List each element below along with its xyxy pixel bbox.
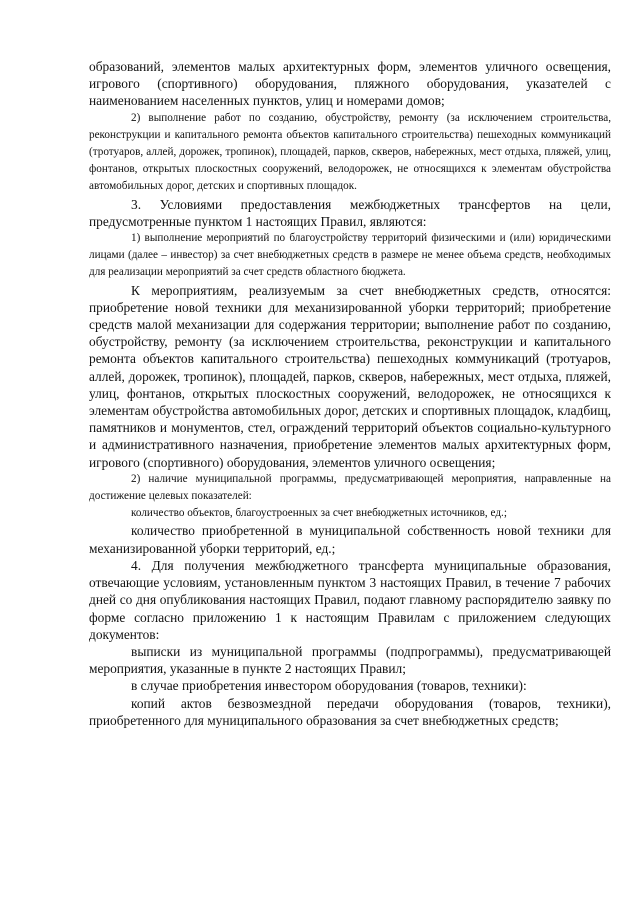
paragraph-section-3: 3. Условиями предоставления межбюджетных трансфертов на цели, предусмотренные пунктом 1 настоящих Правил, являются: (89, 196, 611, 229)
paragraph-indicator-1: количество объектов, благоустроенных за счет внебюджетных источников, ед.; (131, 507, 507, 520)
paragraph-section-4: 4. Для получения межбюджетного трансферта муниципальные образования, отвечающие условиям, установленным пунктом 3 настоящих Правил, в течение 7 рабочих дней со дня опубликования настоящих Правил, подают главному распорядителю заявку по форме согласно приложению 1 к настоящим Правилам с приложением следующих документов: (89, 557, 611, 642)
paragraph-doc-extract: выписки из муниципальной программы (подпрограммы), предусматривающей мероприятия, указанные в пункте 2 настоящих Правил; (89, 643, 611, 677)
paragraph-condition-2: 2) наличие муниципальной программы, предусматривающей мероприятия, направленные на достижение целевых показателей: (89, 472, 611, 503)
paragraph-doc-acts: копий актов безвозмездной передачи оборудования (товаров, техники), приобретенного для муниципального образования за счет внебюджетных средств; (89, 695, 611, 728)
paragraph-doc-condition: в случае приобретения инвестором оборудования (товаров, техники): (131, 678, 527, 694)
paragraph-condition-1: 1) выполнение мероприятий по благоустройству территорий физическими и (или) юридическими лицами (далее – инвестор) за счет внебюджетных средств в размере не менее объема средств, необходимых для реализации мероприятий за счет средств областного бюджета. (89, 232, 611, 279)
paragraph-item-2: 2) выполнение работ по созданию, обустройству, ремонту (за исключением строительства, реконструкции и капитального ремонта объектов капитального строительства) пешеходных коммуникаций (тротуаров, аллей, дорожек, тропинок), площадей, парков, скверов, набережных, мест отдыха, пляжей, улиц, фонтанов, открытых плоскостных сооружений, велодорожек, не относящихся к элементам обустройства автомобильных дорог, детских и спортивных площадок. (89, 111, 611, 193)
document-page (89, 58, 611, 729)
paragraph-continuation: образований, элементов малых архитектурных форм, элементов уличного освещения, игрового (спортивного) оборудования, пляжного оборудования, указателей с наименованием населенных пунктов, улиц и номерами домов; (89, 59, 611, 109)
paragraph-measures: К мероприятиям, реализуемым за счет внебюджетных средств, относятся: приобретение новой техники для механизированной уборки территорий; приобретение средств малой механизации для содержания территории; выполнение работ по созданию, обустройству, ремонту (за исключением строительства, реконструкции и капитального ремонта объектов капитального строительства) пешеходных коммуникаций (тротуаров, аллей, дорожек, тропинок), площадей, парков, скверов, набережных, мест отдыха, пляжей, улиц, фонтанов, открытых плоскостных сооружений, велодорожек, не относящихся к элементам обустройства автомобильных дорог, детских и спортивных площадок, кладбищ, памятников и монументов, стел, ограждений территорий объектов социально-культурного и административного назначения, приобретение элементов малых архитектурных форм, игрового (спортивного) оборудования, элементов уличного освещения; (89, 282, 611, 470)
paragraph-indicator-2: количество приобретенной в муниципальной собственность новой техники для механизированной уборки территорий, ед.; (89, 523, 611, 556)
